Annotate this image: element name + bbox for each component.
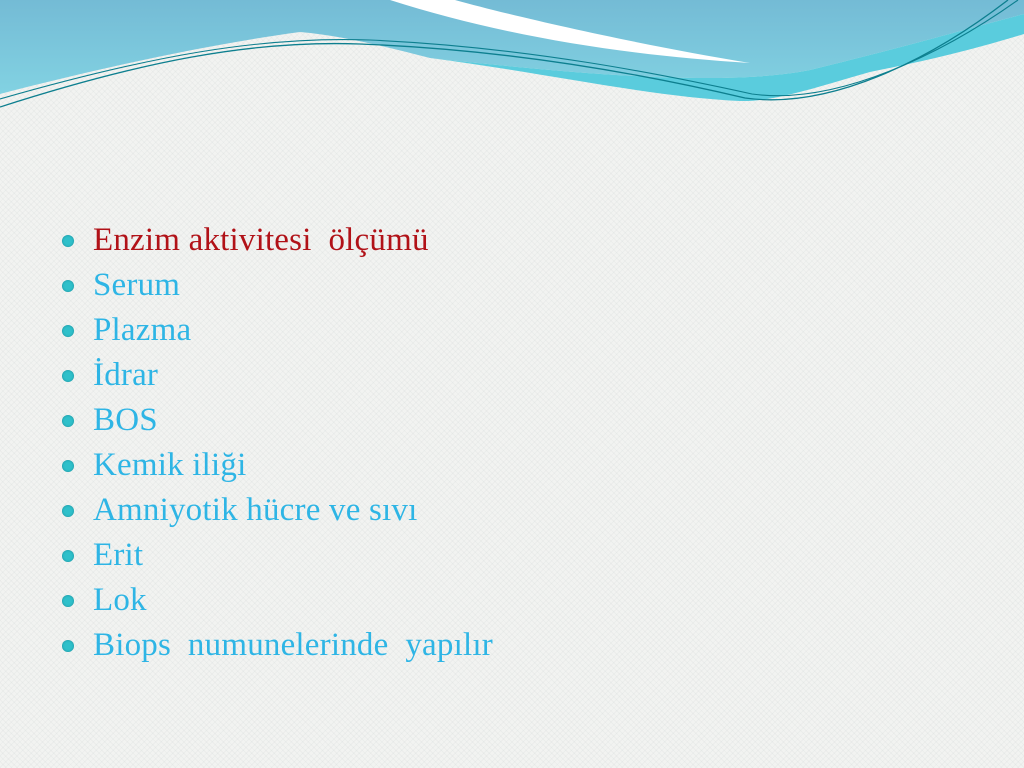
- bullet-icon: [62, 235, 74, 247]
- bullet-icon: [62, 640, 74, 652]
- bullet-icon: [62, 550, 74, 562]
- bullet-icon: [62, 325, 74, 337]
- bullet-text: Kemik iliği: [93, 447, 247, 483]
- bullet-text: Serum: [93, 267, 181, 303]
- bullet-list: [62, 218, 493, 668]
- bullet-icon: [62, 460, 74, 472]
- header-wave-decoration: [0, 0, 1024, 180]
- list-item: [62, 398, 493, 443]
- bullet-icon: [62, 595, 74, 607]
- bullet-text: Biops numunelerinde yapılır: [93, 627, 493, 663]
- list-item: [62, 308, 493, 353]
- bullet-icon: [62, 415, 74, 427]
- bullet-text: Enzim aktivitesi ölçümü: [93, 222, 429, 258]
- bullet-icon: [62, 505, 74, 517]
- bullet-text: Lok: [93, 582, 147, 618]
- list-item: [62, 578, 493, 623]
- bullet-text: İdrar: [93, 357, 159, 393]
- bullet-icon: [62, 370, 74, 382]
- list-item: [62, 443, 493, 488]
- list-item: [62, 533, 493, 578]
- bullet-text: Amniyotik hücre ve sıvı: [93, 492, 418, 528]
- bullet-icon: [62, 280, 74, 292]
- list-item: [62, 263, 493, 308]
- list-item: [62, 218, 493, 263]
- bullet-text: Erit: [93, 537, 144, 573]
- bullet-text: Plazma: [93, 312, 192, 348]
- list-item: [62, 623, 493, 668]
- list-item: [62, 353, 493, 398]
- bullet-text: BOS: [93, 402, 158, 438]
- list-item: [62, 488, 493, 533]
